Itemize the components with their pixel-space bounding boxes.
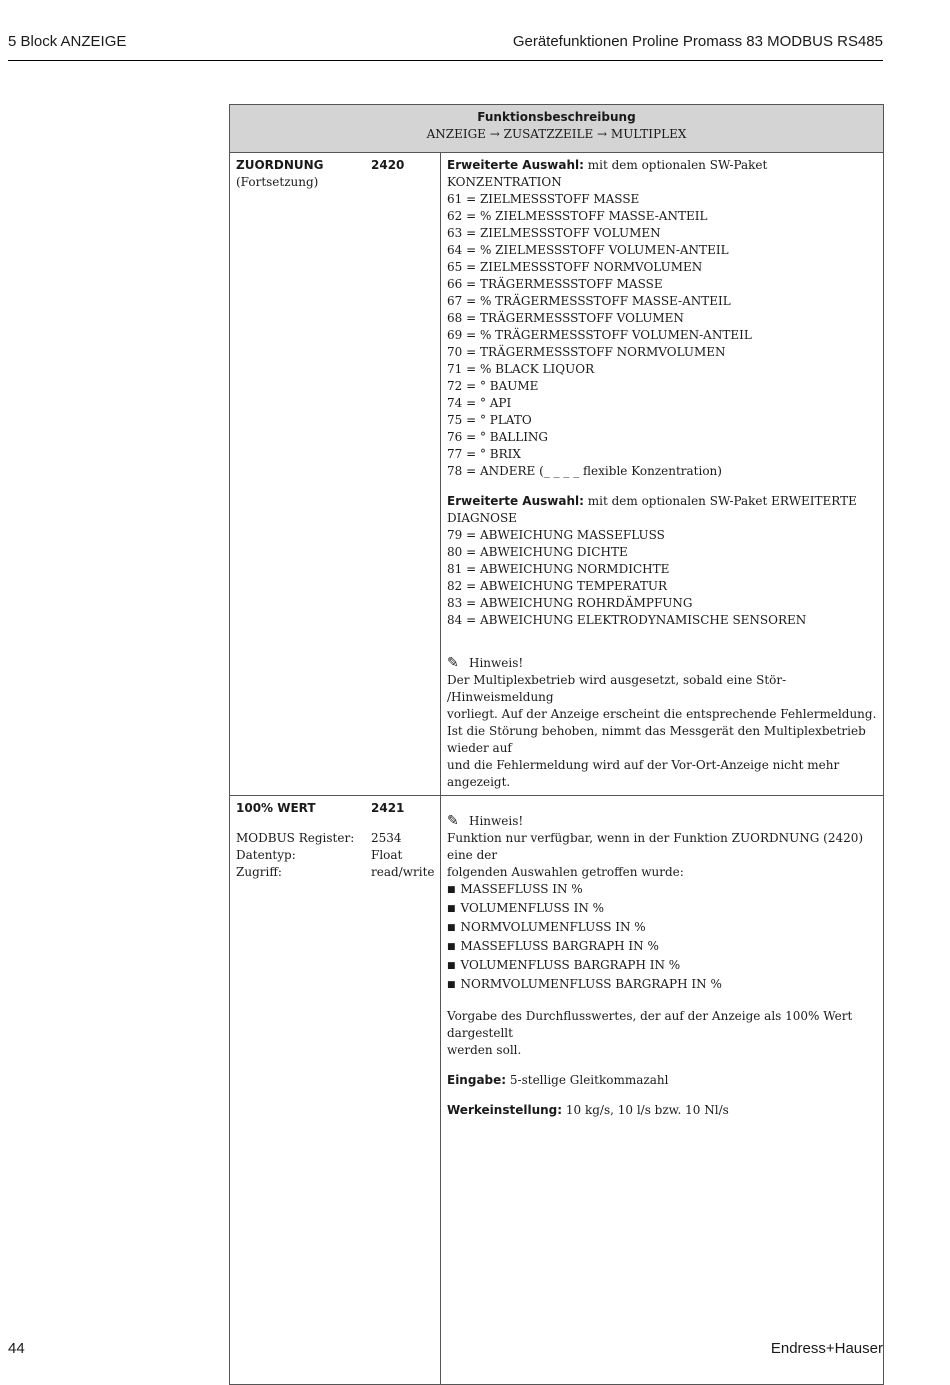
table-header — [230, 105, 884, 153]
list-item: ■ MASSEFLUSS IN % — [447, 881, 877, 900]
note-line: Der Multiplexbetrieb wird ausgesetzt, sobald eine Stör- /Hinweismeldung — [447, 673, 787, 704]
table-title: Funktionsbeschreibung — [477, 110, 636, 124]
group2-heading: Erweiterte Auswahl: mit dem optionalen SW-Paket ERWEITERTE DIAGNOSE — [447, 494, 857, 525]
modbus-register: MODBUS Register: 2534 — [236, 831, 402, 845]
group1-options — [447, 191, 877, 480]
option-item: 84 = ABWEICHUNG ELEKTRODYNAMISCHE SENSOREN — [447, 613, 807, 627]
option-item: 82 = ABWEICHUNG TEMPERATUR — [447, 579, 668, 593]
note-line: und die Fehlermeldung wird auf der Vor-Ort-Anzeige nicht mehr angezeigt. — [447, 758, 840, 789]
function-table — [229, 104, 884, 1385]
note-heading: ✎ Hinweis! — [447, 813, 524, 829]
option-item: 63 = ZIELMESSSTOFF VOLUMEN — [447, 226, 661, 240]
option-item: 65 = ZIELMESSSTOFF NORMVOLUMEN — [447, 260, 703, 274]
page-number: 44 — [8, 1340, 25, 1357]
option-item: 69 = % TRÄGERMESSSTOFF VOLUMEN-ANTEIL — [447, 328, 752, 342]
menu-path: ANZEIGE → ZUSATZZEILE → MULTIPLEX — [426, 127, 687, 141]
option-item: 70 = TRÄGERMESSSTOFF NORMVOLUMEN — [447, 345, 726, 359]
option-item: 77 = ° BRIX — [447, 447, 521, 461]
group2-options — [447, 527, 877, 629]
function-number: 2420 — [371, 158, 405, 172]
note-line: Funktion nur verfügbar, wenn in der Funktion ZUORDNUNG (2420) eine der — [447, 831, 864, 862]
function-name: 100% WERT — [236, 801, 316, 815]
option-item: 74 = ° API — [447, 396, 512, 410]
brand-name: Endress+Hauser — [770, 1340, 883, 1357]
option-item: 81 = ABWEICHUNG NORMDICHTE — [447, 562, 670, 576]
function-description-cell — [441, 796, 884, 1385]
table-row-100-wert — [230, 796, 884, 1385]
option-item: 72 = ° BAUME — [447, 379, 539, 393]
description-line: Vorgabe des Durchflusswertes, der auf der Anzeige als 100% Wert dargestellt — [447, 1009, 853, 1040]
value-description — [447, 1008, 877, 1059]
note-line: Ist die Störung behoben, nimmt das Messgerät den Multiplexbetrieb wieder auf — [447, 724, 866, 755]
option-item: 71 = % BLACK LIQUOR — [447, 362, 595, 376]
option-item: 68 = TRÄGERMESSSTOFF VOLUMEN — [447, 311, 684, 325]
option-item: 79 = ABWEICHUNG MASSEFLUSS — [447, 528, 665, 542]
list-item: ■ VOLUMENFLUSS BARGRAPH IN % — [447, 957, 877, 976]
pencil-note-icon: ✎ — [447, 655, 459, 671]
group1-heading: Erweiterte Auswahl: mit dem optionalen SW-Paket KONZENTRATION — [447, 158, 768, 189]
function-id-cell — [230, 796, 441, 1385]
access-mode: Zugriff: read/write — [236, 865, 435, 879]
header-title: Gerätefunktionen Proline Promass 83 MODBUS RS485 — [512, 33, 883, 50]
list-item: ■ NORMVOLUMENFLUSS IN % — [447, 919, 877, 938]
note-text — [447, 672, 877, 791]
selection-list — [447, 881, 877, 995]
list-item: ■ VOLUMENFLUSS IN % — [447, 900, 877, 919]
option-item: 75 = ° PLATO — [447, 413, 532, 427]
option-item: 62 = % ZIELMESSSTOFF MASSE-ANTEIL — [447, 209, 708, 223]
note-line: vorliegt. Auf der Anzeige erscheint die entsprechende Fehlermeldung. — [447, 707, 877, 721]
option-item: 76 = ° BALLING — [447, 430, 549, 444]
option-item: 83 = ABWEICHUNG ROHRDÄMPFUNG — [447, 596, 693, 610]
data-type: Datentyp: Float — [236, 848, 403, 862]
note-text — [447, 830, 877, 881]
function-number: 2421 — [371, 801, 405, 815]
option-item: 61 = ZIELMESSSTOFF MASSE — [447, 192, 640, 206]
option-item: 67 = % TRÄGERMESSSTOFF MASSE-ANTEIL — [447, 294, 731, 308]
function-name: ZUORDNUNG — [236, 158, 324, 172]
list-item: ■ MASSEFLUSS BARGRAPH IN % — [447, 938, 877, 957]
pencil-note-icon: ✎ — [447, 813, 459, 829]
header-rule — [8, 60, 883, 61]
note-line: folgenden Auswahlen getroffen wurde: — [447, 865, 684, 879]
option-item: 64 = % ZIELMESSSTOFF VOLUMEN-ANTEIL — [447, 243, 729, 257]
header-chapter: 5 Block ANZEIGE — [8, 33, 127, 50]
input-spec: Eingabe: 5-stellige Gleitkommazahl — [447, 1073, 669, 1087]
note-heading: ✎ Hinweis! — [447, 655, 524, 671]
option-item: 78 = ANDERE (_ _ _ _ flexible Konzentration) — [447, 464, 722, 478]
continuation-label: (Fortsetzung) — [236, 175, 319, 189]
option-item: 66 = TRÄGERMESSSTOFF MASSE — [447, 277, 663, 291]
table-row-zuordnung — [230, 153, 884, 796]
list-item: ■ NORMVOLUMENFLUSS BARGRAPH IN % — [447, 976, 877, 995]
function-id-cell — [230, 153, 441, 796]
option-item: 80 = ABWEICHUNG DICHTE — [447, 545, 628, 559]
description-line: werden soll. — [447, 1043, 522, 1057]
function-description-cell — [441, 153, 884, 796]
factory-setting: Werkeinstellung: 10 kg/s, 10 l/s bzw. 10 Nl/s — [447, 1103, 729, 1117]
